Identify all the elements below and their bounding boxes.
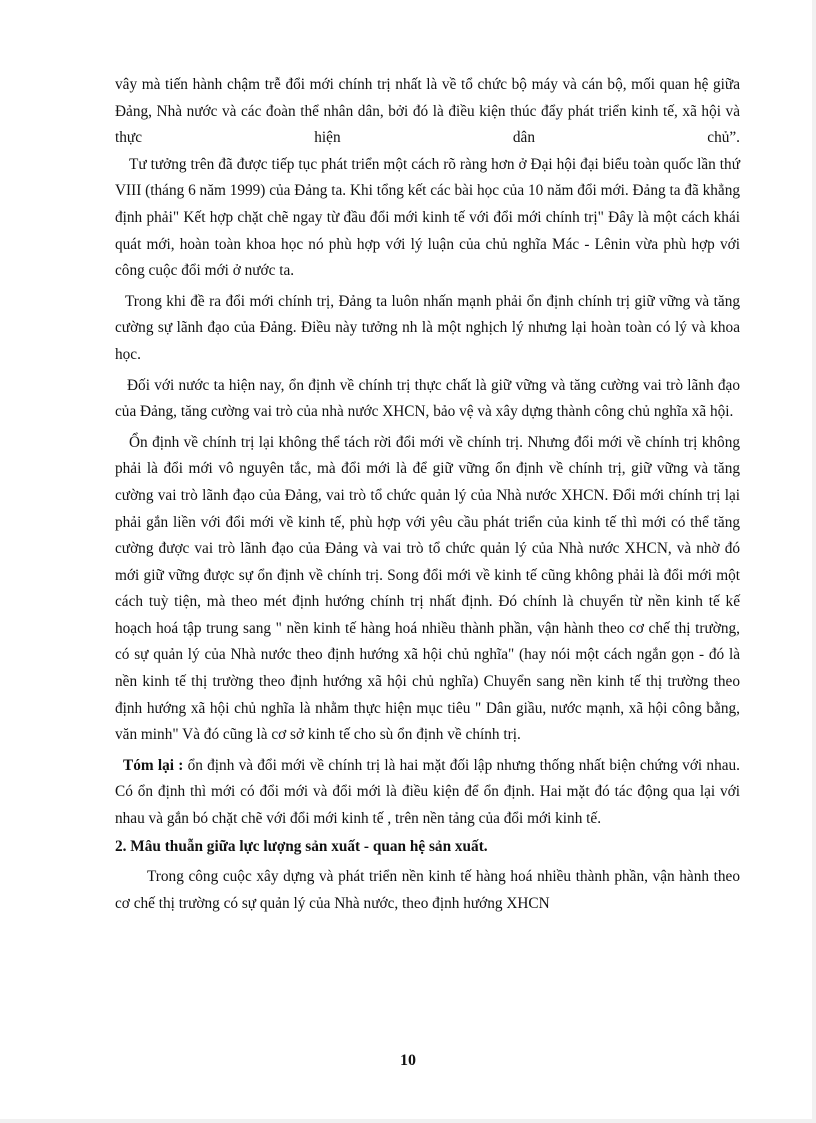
paragraph-ideology: Tư tưởng trên đã được tiếp tục phát triển một cách rõ ràng hơn ở Đại hội đại biểu toàn quốc lần thứ VIII (tháng 6 năm 1999) của Đảng ta. Khi tổng kết các bài học của 10 năm đổi mới. Đảng ta đã khẳng định phải" Kết hợp chặt chẽ ngay từ đầu đổi mới kinh tế với đổi mới chính trị" Đây là một cách khái quát mới, hoàn toàn khoa học nó phù hợp với lý luận của chủ nghĩa Mác - Lênin vừa phù hợp với công cuộc đổi mới ở nước ta. xyxy=(115,155,740,280)
summary-body: ổn định và đổi mới về chính trị là hai mặt đối lập nhưng thống nhất biện chứng với nhau. Có ổn định thì mới có đổi mới và đổi mới là điều kiện để ổn định. Hai mặt đó tác động qua lại với nhau và gắn bó chặt chẽ với đổi mới kinh tế , trên nền tảng của đổi mới kinh tế. xyxy=(115,756,740,828)
summary-lead: Tóm lại : xyxy=(123,756,184,774)
document-page xyxy=(115,72,740,917)
paragraph-current-situation: Đối với nước ta hiện nay, ổn định về chính trị thực chất là giữ vững và tăng cường vai trò lãnh đạo của Đảng, tăng cường vai trò của nhà nước XHCN, bảo vệ và xây dựng thành công chủ nghĩa xã hội. xyxy=(115,376,740,421)
page-edge-right xyxy=(812,0,816,1123)
paragraph-continuation: vây mà tiến hành chậm trễ đổi mới chính trị nhất là về tổ chức bộ máy và cán bộ, mối quan hệ giữa Đảng, Nhà nước và các đoàn thể nhân dân, bởi đó là điều kiện thúc đẩy phát triển kinh tế, xã hội và thực hiện dân chủ”. xyxy=(115,76,740,147)
page-number: 10 xyxy=(400,1052,416,1069)
paragraph-stability-and-renewal: Ổn định về chính trị lại không thể tách rời đổi mới về chính trị. Nhưng đổi mới về chính trị không phải là đổi mới vô nguyên tắc, mà đổi mới là để giữ vững ổn định về chính trị, giữ vững và tăng cường vai trò lãnh đạo của Đảng, vai trò tổ chức quản lý của Nhà nước XHCN. Đổi mới chính trị lại phải gắn liền với đổi mới về kinh tế, phù hợp với yêu cầu phát triển của kinh tế thì mới có thể tăng cường được vai trò lãnh đạo của Đảng và vai trò tổ chức quản lý của Nhà nước XHCN, và nhờ đó mới giữ vững được sự ổn định về chính trị. Song đổi mới về kinh tế cũng không phải là đổi mới một cách tuỳ tiện, mà theo mét định hướng chính trị nhất định. Đó chính là chuyển từ nền kinh tế kế hoạch hoá tập trung sang " nền kinh tế hàng hoá nhiều thành phần, vận hành theo cơ chế thị trường, có sự quản lý của Nhà nước theo định hướng xã hội chủ nghĩa" (hay nói một cách ngắn gọn - đó là nền kinh tế thị trường theo định hướng xã hội chủ nghĩa) Chuyển sang nền kinh tế thị trường theo định hướng xã hội chủ nghĩa là nhằm thực hiện mục tiêu " Dân giầu, nước mạnh, xã hội công bằng, văn minh" Và đó cũng là cơ sở kinh tế cho sù ổn định về chính trị. xyxy=(115,433,740,744)
paragraph-summary xyxy=(115,753,740,833)
section-heading: 2. Mâu thuẫn giữa lực lượng sản xuất - quan hệ sản xuất. xyxy=(115,837,488,855)
paragraph-political-stability: Trong khi đề ra đổi mới chính trị, Đảng ta luôn nhấn mạnh phải ổn định chính trị giữ vững và tăng cường sự lãnh đạo của Đảng. Điều này tưởng nh là một nghịch lý nhưng lại hoàn toàn có lý và khoa học. xyxy=(115,292,740,363)
paragraph-section-intro: Trong công cuộc xây dựng và phát triển nền kinh tế hàng hoá nhiều thành phần, vận hành theo cơ chế thị trường có sự quản lý của Nhà nước, theo định hướng XHCN xyxy=(115,868,740,912)
page-edge-bottom xyxy=(0,1119,816,1123)
